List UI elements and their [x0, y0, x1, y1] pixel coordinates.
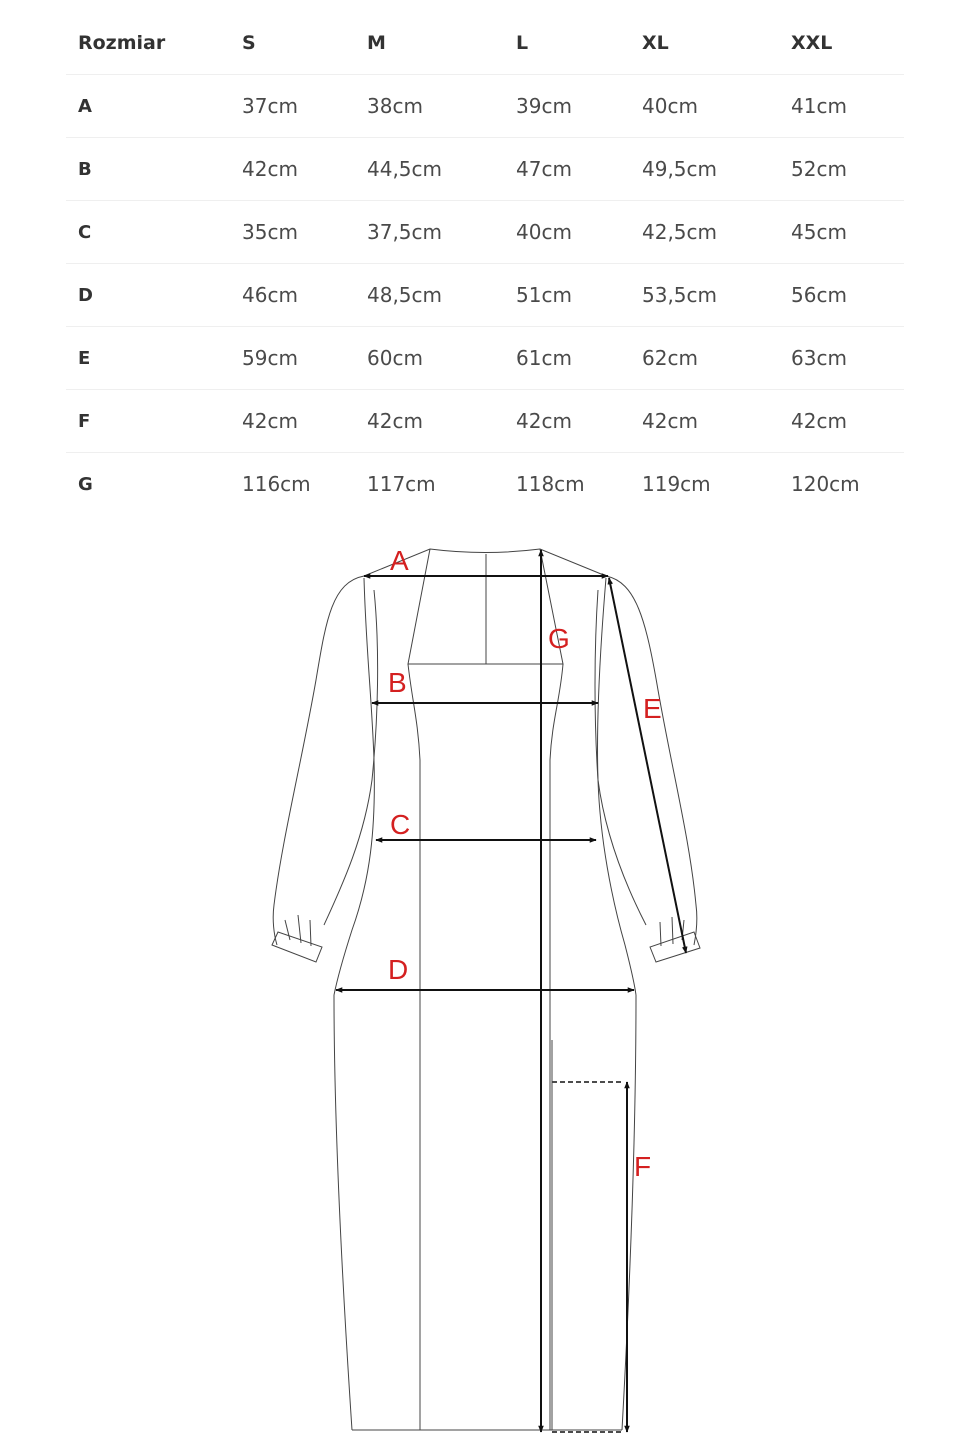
table-cell: 118cm [516, 472, 585, 496]
table-cell: 42cm [642, 409, 698, 433]
table-cell: 117cm [367, 472, 436, 496]
table-cell: 35cm [242, 220, 298, 244]
size-header-xl: XL [642, 32, 669, 54]
size-header-xxl: XXL [791, 32, 833, 54]
label-a: A [390, 545, 409, 576]
table-cell: 49,5cm [642, 157, 718, 181]
arrow-e [609, 578, 686, 953]
measurement-arrows [336, 550, 686, 1432]
table-cell: 40cm [642, 94, 698, 118]
table-row [66, 453, 904, 516]
right-panel-seam [550, 664, 563, 1430]
skirt-right [622, 995, 636, 1430]
left-sleeve-inner [324, 590, 378, 925]
table-cell: 42,5cm [642, 220, 718, 244]
right-sleeve-inner [595, 590, 646, 925]
table-cell: 51cm [516, 283, 572, 307]
table-cell: 60cm [367, 346, 423, 370]
label-d: D [388, 954, 409, 985]
label-e: E [643, 693, 662, 724]
table-cell: 42cm [367, 409, 423, 433]
left-cuff-gathers [285, 915, 311, 946]
table-cell: 37cm [242, 94, 298, 118]
table-cell: 52cm [791, 157, 847, 181]
measurement-labels [388, 545, 662, 1182]
row-label: F [78, 410, 91, 432]
label-c: C [390, 809, 411, 840]
table-cell: 39cm [516, 94, 572, 118]
table-row [66, 264, 904, 327]
right-cuff [650, 932, 700, 962]
table-cell: 40cm [516, 220, 572, 244]
table-cell: 48,5cm [367, 283, 443, 307]
table-cell: 53,5cm [642, 283, 718, 307]
table-cell: 61cm [516, 346, 572, 370]
table-row [66, 75, 904, 138]
table-cell: 62cm [642, 346, 698, 370]
table-cell: 42cm [242, 157, 298, 181]
table-cell: 42cm [242, 409, 298, 433]
table-cell: 59cm [242, 346, 298, 370]
table-cell: 42cm [516, 409, 572, 433]
row-label: A [78, 95, 92, 117]
dress-outline [272, 549, 700, 1430]
row-label: G [78, 473, 93, 495]
bodice-right-side [597, 578, 636, 995]
size-table [66, 12, 904, 515]
table-cell: 37,5cm [367, 220, 443, 244]
table-cell: 44,5cm [367, 157, 443, 181]
size-header-l: L [516, 32, 529, 54]
table-cell: 41cm [791, 94, 847, 118]
label-b: B [388, 667, 407, 698]
left-sleeve-outer [273, 576, 364, 945]
table-row [66, 327, 904, 390]
right-sleeve-outer [606, 576, 697, 945]
table-row [66, 390, 904, 453]
label-f: F [634, 1151, 652, 1182]
label-g: G [548, 623, 570, 654]
left-panel-seam [408, 664, 420, 1430]
table-cell: 47cm [516, 157, 572, 181]
collar [408, 549, 563, 664]
table-cell: 63cm [791, 346, 847, 370]
size-header-m: M [367, 32, 386, 54]
table-cell: 46cm [242, 283, 298, 307]
bodice-left-side [334, 578, 374, 995]
table-cell: 38cm [367, 94, 423, 118]
table-cell: 116cm [242, 472, 311, 496]
right-cuff-gathers [660, 917, 684, 946]
row-label: B [78, 158, 92, 180]
table-cell: 42cm [791, 409, 847, 433]
left-cuff [272, 932, 322, 962]
neckline [364, 549, 606, 576]
table-corner-header: Rozmiar [78, 32, 166, 54]
table-row [66, 138, 904, 201]
table-cell: 45cm [791, 220, 847, 244]
table-cell: 120cm [791, 472, 860, 496]
size-header-s: S [242, 32, 256, 54]
row-label: E [78, 347, 91, 369]
table-cell: 119cm [642, 472, 711, 496]
row-label: C [78, 221, 92, 243]
table-row [66, 201, 904, 264]
table-cell: 56cm [791, 283, 847, 307]
row-label: D [78, 284, 93, 306]
table-header-row [66, 12, 904, 75]
skirt-left [334, 995, 352, 1430]
